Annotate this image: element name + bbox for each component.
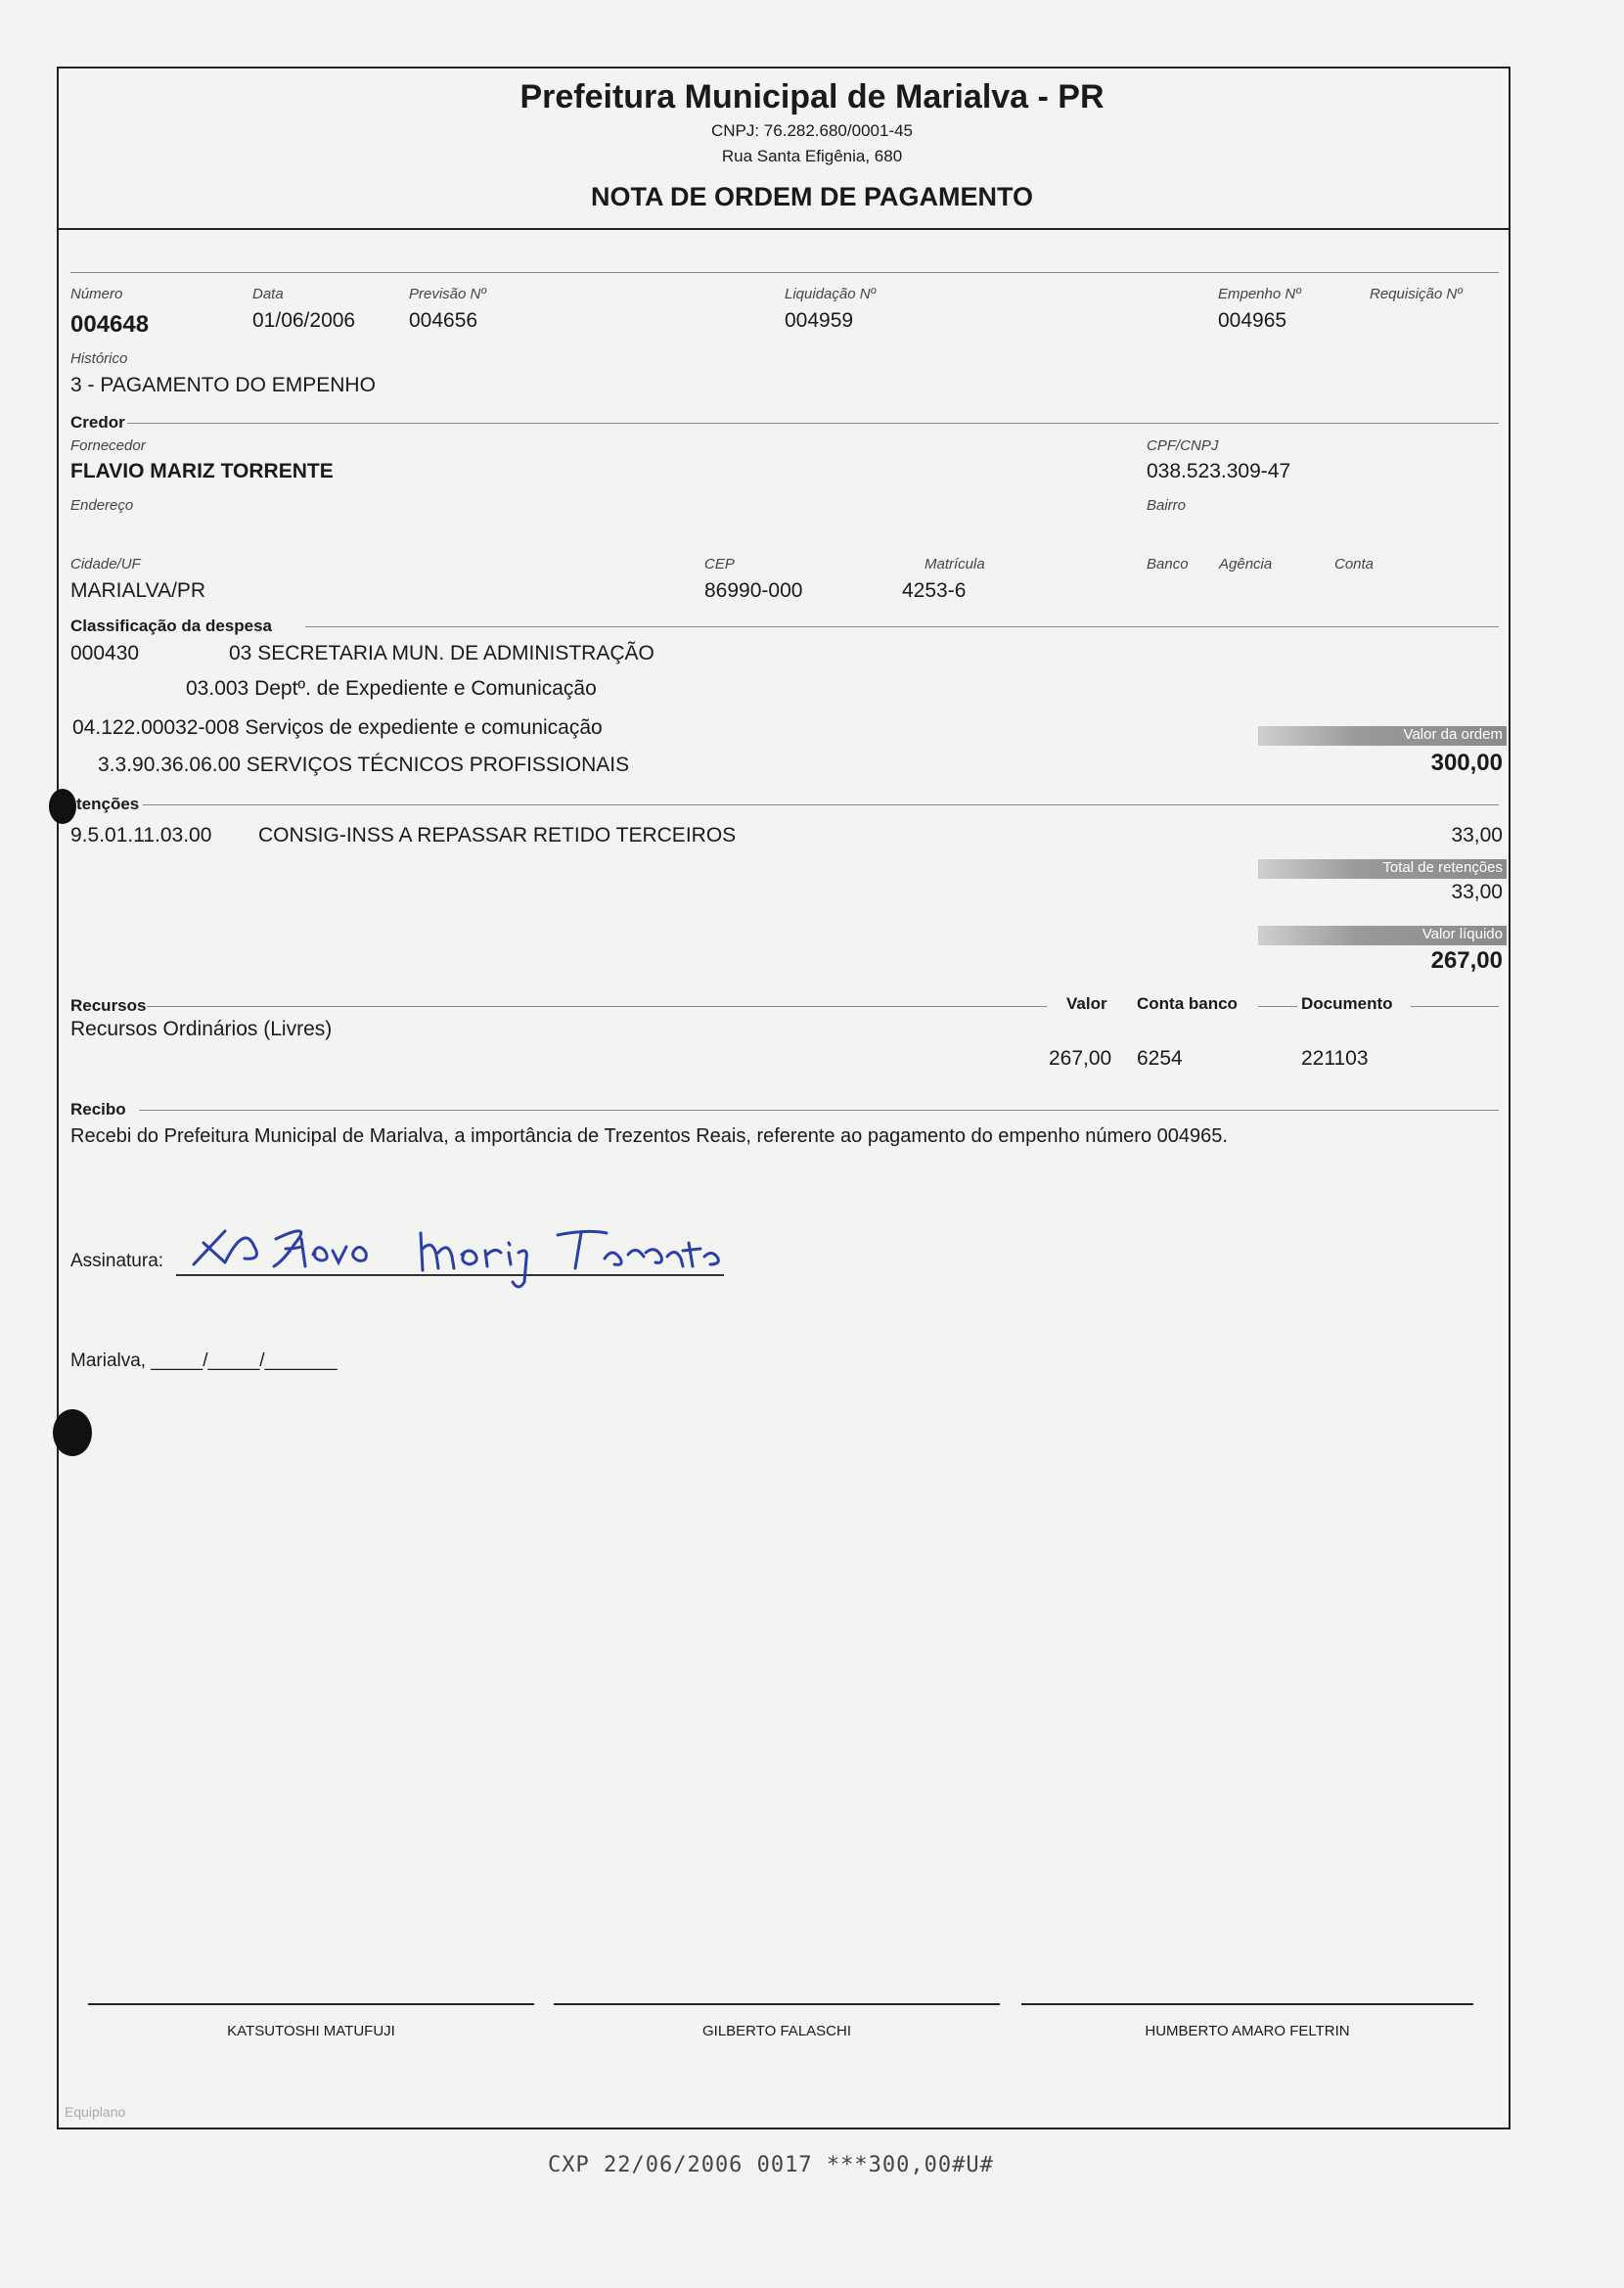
- cpf-label: CPF/CNPJ: [1147, 437, 1219, 454]
- matricula-value: 4253-6: [902, 579, 967, 602]
- bairro-label: Bairro: [1147, 497, 1187, 514]
- recursos-rule-2: [1258, 1006, 1297, 1007]
- valor-liquido-value: 267,00: [1430, 947, 1503, 974]
- software-label: Equiplano: [65, 2104, 126, 2120]
- endereco-label: Endereço: [70, 497, 134, 514]
- liquidacao-label: Liquidação Nº: [785, 286, 877, 302]
- recursos-conta-label: Conta banco: [1137, 994, 1238, 1013]
- header-divider: [57, 228, 1511, 230]
- classificacao-secretaria: 03 SECRETARIA MUN. DE ADMINISTRAÇÃO: [229, 642, 654, 664]
- recursos-valor-label: Valor: [1066, 994, 1107, 1013]
- punch-hole-mark-2: [53, 1409, 92, 1456]
- classificacao-programa: 04.122.00032-008 Serviços de expediente e comunicação: [72, 716, 603, 739]
- recursos-rule: [147, 1006, 1047, 1007]
- cidade-value: MARIALVA/PR: [70, 579, 206, 602]
- data-label: Data: [252, 286, 284, 302]
- historico-label: Histórico: [70, 350, 128, 367]
- recursos-rule-3: [1411, 1006, 1499, 1007]
- recursos-desc: Recursos Ordinários (Livres): [70, 1018, 333, 1040]
- recursos-documento: 221103: [1301, 1047, 1369, 1070]
- ids-top-rule: [70, 272, 1499, 273]
- valor-liquido-bar: [1258, 926, 1507, 945]
- signatory-2: GILBERTO FALASCHI: [702, 2023, 851, 2039]
- document-title: NOTA DE ORDEM DE PAGAMENTO: [590, 182, 1033, 211]
- cep-value: 86990-000: [704, 579, 803, 602]
- credor-rule: [127, 423, 1499, 424]
- retencao-code: 9.5.01.11.03.00: [70, 824, 212, 847]
- recursos-section: Recursos: [70, 996, 147, 1015]
- recursos-documento-label: Documento: [1301, 994, 1393, 1013]
- numero-value: 004648: [70, 311, 150, 338]
- local-data: Marialva, _____/_____/_______: [70, 1350, 338, 1371]
- requisicao-label: Requisição Nº: [1370, 286, 1463, 302]
- retencao-desc: CONSIG-INSS A REPASSAR RETIDO TERCEIROS: [258, 824, 737, 847]
- total-retencoes-bar: [1258, 859, 1507, 879]
- signatory-line-3: [1021, 2003, 1473, 2005]
- retencoes-rule: [143, 804, 1499, 805]
- recursos-conta: 6254: [1137, 1047, 1183, 1070]
- cidade-label: Cidade/UF: [70, 556, 141, 572]
- cep-label: CEP: [704, 556, 735, 572]
- cpf-value: 038.523.309-47: [1147, 460, 1291, 482]
- matricula-label: Matrícula: [925, 556, 985, 572]
- previsao-label: Previsão Nº: [409, 286, 486, 302]
- recursos-valor: 267,00: [1049, 1047, 1112, 1070]
- numero-label: Número: [70, 286, 123, 302]
- retencoes-section: tenções: [76, 795, 140, 813]
- historico-value: 3 - PAGAMENTO DO EMPENHO: [70, 374, 376, 396]
- org-title: Prefeitura Municipal de Marialva - PR: [519, 78, 1105, 115]
- fornecedor-label: Fornecedor: [70, 437, 146, 454]
- classificacao-rule: [305, 626, 1499, 627]
- signatory-line-1: [88, 2003, 534, 2005]
- valor-ordem-label: Valor da ordem: [1403, 726, 1503, 743]
- signatory-1: KATSUTOSHI MATUFUJI: [227, 2023, 395, 2039]
- signature-image: [186, 1204, 734, 1292]
- recibo-text: Recebi do Prefeitura Municipal de Marialva, a importância de Trezentos Reais, referente ao pagamento do empenho número 004965.: [70, 1125, 1228, 1147]
- data-value: 01/06/2006: [252, 309, 356, 332]
- total-retencoes-label: Total de retenções: [1382, 859, 1503, 876]
- previsao-value: 004656: [409, 309, 478, 332]
- signatory-line-2: [554, 2003, 1000, 2005]
- agencia-label: Agência: [1219, 556, 1273, 572]
- retencao-value: 33,00: [1451, 824, 1503, 847]
- valor-ordem-value: 300,00: [1430, 750, 1503, 776]
- recibo-section: Recibo: [70, 1100, 126, 1119]
- signatory-3: HUMBERTO AMARO FELTRIN: [1145, 2023, 1350, 2039]
- org-cnpj: CNPJ: 76.282.680/0001-45: [710, 121, 914, 140]
- credor-section: Credor: [70, 413, 125, 432]
- classificacao-depto: 03.003 Deptº. de Expediente e Comunicação: [186, 677, 597, 700]
- classificacao-section: Classificação da despesa: [70, 617, 273, 635]
- classificacao-code: 000430: [70, 642, 140, 664]
- conta-label: Conta: [1334, 556, 1375, 572]
- punch-hole-mark: [49, 789, 76, 824]
- valor-liquido-label: Valor líquido: [1421, 926, 1503, 942]
- liquidacao-value: 004959: [785, 309, 854, 332]
- valor-ordem-bar: [1258, 726, 1507, 746]
- total-retencoes-value: 33,00: [1451, 881, 1503, 903]
- recibo-rule: [139, 1110, 1499, 1111]
- assinatura-label: Assinatura:: [70, 1251, 164, 1271]
- classificacao-elemento: 3.3.90.36.06.00 SERVIÇOS TÉCNICOS PROFISSIONAIS: [98, 754, 630, 776]
- empenho-value: 004965: [1218, 309, 1287, 332]
- org-address: Rua Santa Efigênia, 680: [721, 147, 903, 165]
- empenho-label: Empenho Nº: [1218, 286, 1301, 302]
- bank-stamp: CXP 22/06/2006 0017 ***300,00#U#: [548, 2153, 994, 2177]
- banco-label: Banco: [1147, 556, 1189, 572]
- fornecedor-value: FLAVIO MARIZ TORRENTE: [70, 460, 334, 482]
